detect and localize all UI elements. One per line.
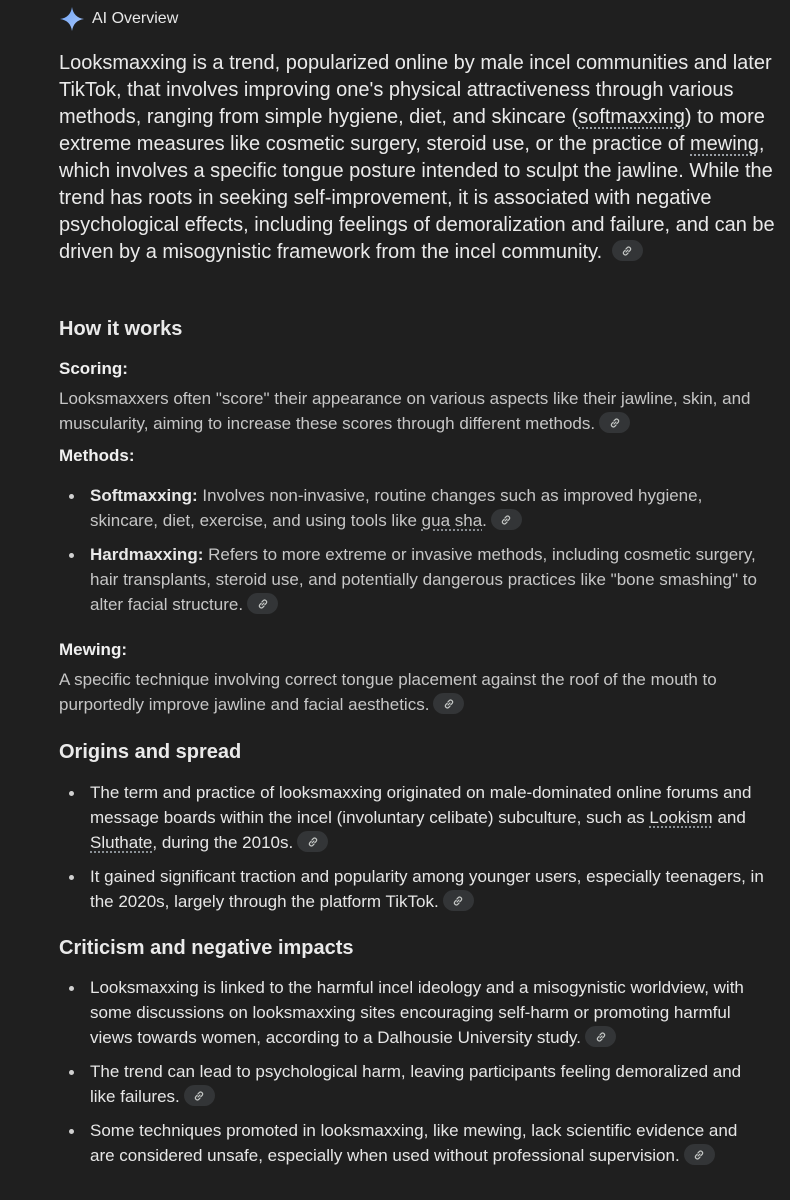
- link-icon: [452, 895, 464, 907]
- link-icon: [595, 1031, 607, 1043]
- source-link-button[interactable]: [612, 240, 643, 261]
- mewing-body: A specific technique involving correct tongue placement against the roof of the mouth to purportedly improve jawline and facial aesthetics.: [59, 670, 717, 714]
- source-link-button[interactable]: [491, 509, 522, 530]
- softmaxxing-term[interactable]: softmaxxing: [578, 106, 685, 128]
- method-term: Softmaxxing:: [90, 486, 198, 505]
- method-text-end: .: [482, 511, 487, 530]
- origins-list: [59, 780, 764, 914]
- intro-text-1: Looksmaxxing is a trend, popularized online by male incel communities and later TikTok, that involves improving one's physical attractiveness through various methods, ranging from simple hygiene, diet, and skincare (: [59, 52, 772, 128]
- source-link-button[interactable]: [599, 412, 630, 433]
- criticism-text: The trend can lead to psychological harm, leaving participants feeling demoralized and like failures.: [90, 1062, 742, 1106]
- link-icon: [609, 417, 621, 429]
- list-item: [59, 1118, 764, 1168]
- source-link-button[interactable]: [184, 1085, 215, 1106]
- criticism-list: [59, 975, 764, 1168]
- link-icon: [443, 698, 455, 710]
- list-item: [59, 542, 764, 617]
- methods-label: Methods:: [59, 446, 135, 465]
- list-item: [59, 864, 764, 914]
- link-icon: [307, 836, 319, 848]
- origins-text: The term and practice of looksmaxxing originated on male-dominated online forums and message boards within the incel (involuntary celibate) subculture, such as: [90, 783, 752, 827]
- mewing-term[interactable]: mewing: [690, 133, 759, 155]
- criticism-heading: Criticism and negative impacts: [59, 937, 354, 959]
- origins-text-2: It gained significant traction and popularity among younger users, especially teenagers, in the 2020s, largely through the platform TikTok.: [90, 867, 764, 911]
- link-icon: [193, 1090, 205, 1102]
- scoring-text: [59, 386, 774, 436]
- list-item: [59, 780, 764, 855]
- source-link-button[interactable]: [684, 1144, 715, 1165]
- list-item: [59, 483, 764, 533]
- intro-paragraph: [59, 50, 779, 266]
- scoring-body: Looksmaxxers often "score" their appearance on various aspects like their jawline, skin, and muscularity, aiming to increase these scores through different methods.: [59, 389, 751, 433]
- mewing-label: Mewing:: [59, 640, 127, 659]
- ai-overview-title: AI Overview: [92, 10, 179, 27]
- list-item: [59, 1059, 764, 1109]
- method-term: Hardmaxxing:: [90, 545, 204, 564]
- mewing-text: [59, 667, 774, 717]
- criticism-text: Some techniques promoted in looksmaxxing, like mewing, lack scientific evidence and are considered unsafe, especially when used without professional supervision.: [90, 1121, 738, 1165]
- lookism-term[interactable]: Lookism: [649, 808, 713, 827]
- link-icon: [500, 514, 512, 526]
- list-item: [59, 975, 764, 1050]
- source-link-button[interactable]: [443, 890, 474, 911]
- link-icon: [621, 245, 633, 257]
- ai-overview-header: [59, 4, 178, 34]
- intro-text-2: ) to more extreme measures like cosmetic surgery, steroid use, or the practice of: [59, 106, 765, 155]
- link-icon: [257, 598, 269, 610]
- link-icon: [693, 1149, 705, 1161]
- origins-and: and: [712, 808, 746, 827]
- gua-sha-term[interactable]: gua sha: [421, 511, 483, 530]
- source-link-button[interactable]: [297, 831, 328, 852]
- method-text: Involves non-invasive, routine changes such as improved hygiene, skincare, diet, exercise, and using tools like: [90, 486, 703, 530]
- intro-text-3: , which involves a specific tongue posture intended to sculpt the jawline. While the trend has roots in seeking self-improvement, it is associated with negative psychological effects, including feelings of demoralization and failure, and can be driven by a misogynistic framework from the incel community.: [59, 133, 775, 263]
- scoring-label: Scoring:: [59, 359, 128, 378]
- source-link-button[interactable]: [585, 1026, 616, 1047]
- method-text: Refers to more extreme or invasive methods, including cosmetic surgery, hair transplants, steroid use, and potentially dangerous practices like "bone smashing" to alter facial structure.: [90, 545, 757, 614]
- criticism-text: Looksmaxxing is linked to the harmful incel ideology and a misogynistic worldview, with some discussions on looksmaxxing sites encouraging self-harm or promoting harmful views towards women, according to a Dalhousie University study.: [90, 978, 744, 1047]
- methods-list: [59, 483, 764, 617]
- source-link-button[interactable]: [247, 593, 278, 614]
- sparkle-icon: [59, 6, 85, 32]
- origins-text-end: , during the 2010s.: [152, 833, 294, 852]
- how-it-works-heading: How it works: [59, 318, 183, 340]
- origins-heading: Origins and spread: [59, 741, 242, 763]
- source-link-button[interactable]: [433, 693, 464, 714]
- sluthate-term[interactable]: Sluthate: [90, 833, 153, 852]
